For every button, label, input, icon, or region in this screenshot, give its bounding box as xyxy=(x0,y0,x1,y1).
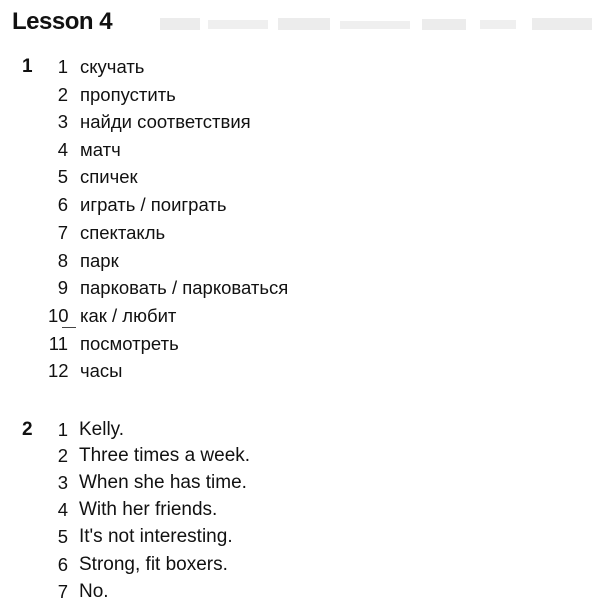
answer-text: With her friends. xyxy=(79,499,218,520)
answer-text: No. xyxy=(79,581,109,602)
answer-number: 5 xyxy=(57,526,68,547)
answer-text: парк xyxy=(80,250,119,271)
answer-number: 3 xyxy=(57,111,68,132)
answer-number: 2 xyxy=(57,84,68,105)
answer-number: 3 xyxy=(57,472,68,493)
answer-text: найди соответствия xyxy=(80,111,251,132)
exercise-number-label: 2 xyxy=(22,419,33,440)
answer-text: как / любит xyxy=(80,305,177,326)
exercise-number xyxy=(22,56,33,78)
answer-number: 1 xyxy=(57,56,68,77)
exercise-number xyxy=(22,419,33,441)
answer-number: 5 xyxy=(57,166,68,187)
answer-number: 8 xyxy=(57,250,68,271)
answer-number: 9 xyxy=(57,277,68,298)
answer-text: Kelly. xyxy=(79,419,125,440)
answer-number: 4 xyxy=(57,499,68,520)
underscore-mark xyxy=(62,327,76,328)
answer-text: парковать / парковаться xyxy=(80,277,289,298)
answer-text: часы xyxy=(80,360,123,381)
answer-text: спектакль xyxy=(80,222,166,243)
answer-number: 6 xyxy=(57,194,68,215)
answer-text: It's not interesting. xyxy=(79,526,233,547)
answer-number: 10 xyxy=(48,305,69,326)
answer-text: пропустить xyxy=(80,84,176,105)
answer-text: When she has time. xyxy=(79,472,247,493)
answer-number: 6 xyxy=(57,554,68,575)
exercise-number-label: 1 xyxy=(22,56,33,77)
answer-text: Strong, fit boxers. xyxy=(79,554,228,575)
answer-number: 7 xyxy=(57,222,68,243)
answer-text: посмотреть xyxy=(80,333,179,354)
answer-number: 2 xyxy=(57,445,68,466)
answer-number: 7 xyxy=(57,581,68,602)
answer-text: скучать xyxy=(80,56,145,77)
answer-number: 1 xyxy=(57,419,68,440)
answer-text: матч xyxy=(80,139,121,160)
answer-text: играть / поиграть xyxy=(80,194,227,215)
answer-text: спичек xyxy=(80,166,138,187)
answer-number: 11 xyxy=(48,333,68,354)
answer-number: 4 xyxy=(57,139,68,160)
answer-text: Three times a week. xyxy=(79,445,251,466)
lesson-title: Lesson 4 xyxy=(12,8,113,35)
faded-header-band xyxy=(160,16,600,32)
answer-number: 12 xyxy=(48,360,69,381)
